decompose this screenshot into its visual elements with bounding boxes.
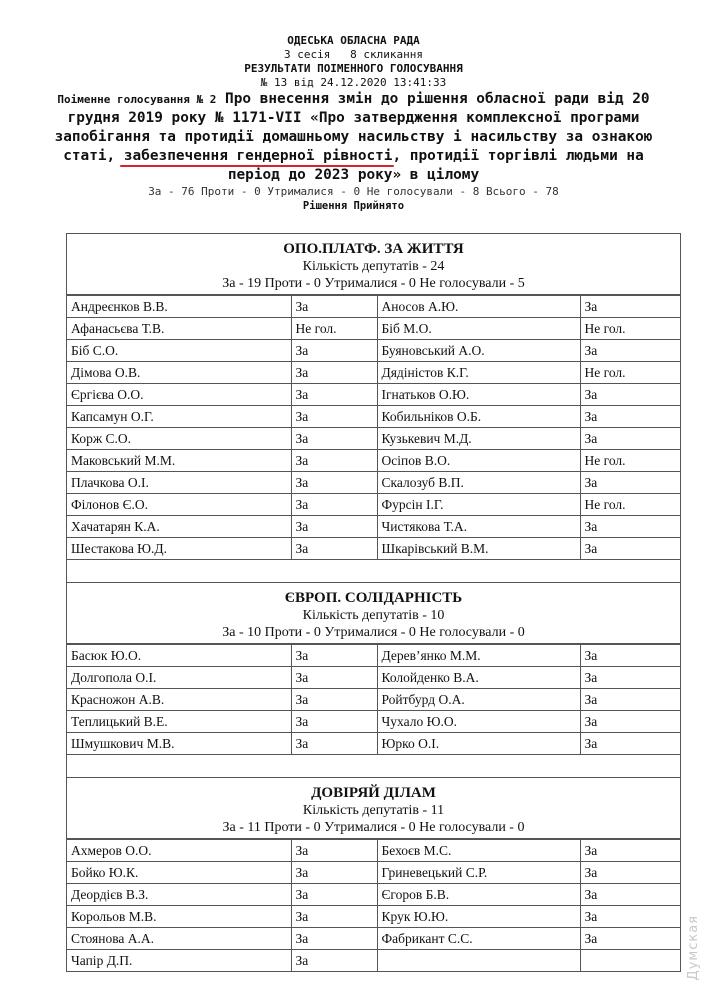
deputy-vote: Не гол. xyxy=(291,318,377,340)
deputy-vote: За xyxy=(291,667,377,689)
deputy-name: Юрко О.І. xyxy=(377,733,580,755)
deputy-vote: За xyxy=(291,362,377,384)
deputy-vote: За xyxy=(580,689,680,711)
deputy-name: Біб М.О. xyxy=(377,318,580,340)
deputy-vote: За xyxy=(291,950,377,972)
deputy-vote: За xyxy=(291,862,377,884)
deputy-name: Ігнатьков О.Ю. xyxy=(377,384,580,406)
deputy-name: Дімова О.В. xyxy=(67,362,291,384)
deputy-vote: За xyxy=(291,516,377,538)
faction-header xyxy=(67,583,680,644)
faction-vote-table xyxy=(67,644,680,755)
deputy-name: Стоянова А.А. xyxy=(67,928,291,950)
deputy-vote: За xyxy=(580,645,680,667)
vote-label: Поіменне голосування № 2 xyxy=(57,93,217,106)
table-row xyxy=(67,862,680,884)
table-row xyxy=(67,494,680,516)
table-row xyxy=(67,711,680,733)
vote-totals: За - 76 Проти - 0 Утрималися - 0 Не голосували - 8 Всього - 78 xyxy=(148,185,559,198)
deputy-vote: За xyxy=(580,472,680,494)
faction-section xyxy=(67,234,680,583)
deputy-name: Кузькевич М.Д. xyxy=(377,428,580,450)
watermark: Думская xyxy=(686,915,701,981)
deputy-name: Капсамун О.Г. xyxy=(67,406,291,428)
faction-name: ОПО.ПЛАТФ. ЗА ЖИТТЯ xyxy=(283,241,464,257)
deputy-name: Гриневецький С.Р. xyxy=(377,862,580,884)
table-row xyxy=(67,840,680,862)
deputy-name: Дядіністов К.Г. xyxy=(377,362,580,384)
deputy-name: Філонов Є.О. xyxy=(67,494,291,516)
faction-results: За - 11 Проти - 0 Утрималися - 0 Не голосували - 0 xyxy=(222,820,525,835)
deputy-vote: Не гол. xyxy=(580,362,680,384)
faction-member-count: Кількість депутатів - 10 xyxy=(302,608,445,623)
deputy-name: Фабрикант С.С. xyxy=(377,928,580,950)
deputy-vote: За xyxy=(291,406,377,428)
deputy-name: Біб С.О. xyxy=(67,340,291,362)
deputy-name: Єргієва О.О. xyxy=(67,384,291,406)
deputy-vote: За xyxy=(291,928,377,950)
deputy-vote xyxy=(580,950,680,972)
deputy-vote: За xyxy=(291,340,377,362)
deputy-name xyxy=(377,950,580,972)
deputy-name: Плачкова О.І. xyxy=(67,472,291,494)
document-header xyxy=(0,34,707,213)
session-info: 3 сесія 8 скликання xyxy=(283,48,424,61)
table-row xyxy=(67,733,680,755)
title-part-1: Про внесення змін до рішення обласної ради від 20 грудня 2019 року № 1171-VII «Про затвердження комплексної програми запобігання та протидії домашньому насильству і насильству за ознакою статі, xyxy=(54,91,653,164)
deputy-vote: За xyxy=(291,384,377,406)
deputy-name: Крук Ю.Ю. xyxy=(377,906,580,928)
deputy-vote: За xyxy=(291,472,377,494)
deputy-name: Корж С.О. xyxy=(67,428,291,450)
section-spacer xyxy=(67,560,680,583)
deputy-name: Скалозуб В.П. xyxy=(377,472,580,494)
deputy-vote: За xyxy=(291,538,377,560)
deputy-vote: За xyxy=(291,733,377,755)
deputy-name: Колойденко В.А. xyxy=(377,667,580,689)
table-row xyxy=(67,406,680,428)
deputy-name: Фурсін І.Г. xyxy=(377,494,580,516)
table-row xyxy=(67,362,680,384)
deputy-vote: Не гол. xyxy=(580,494,680,516)
deputy-vote: За xyxy=(580,667,680,689)
deputy-vote: За xyxy=(580,711,680,733)
deputy-vote: За xyxy=(580,733,680,755)
deputy-vote: За xyxy=(580,538,680,560)
table-row xyxy=(67,538,680,560)
faction-section xyxy=(67,778,680,972)
deputy-name: Буяновський А.О. xyxy=(377,340,580,362)
deputy-vote: За xyxy=(291,428,377,450)
deputy-name: Шмушкович М.В. xyxy=(67,733,291,755)
table-row xyxy=(67,384,680,406)
deputy-vote: Не гол. xyxy=(580,318,680,340)
deputy-vote: За xyxy=(291,906,377,928)
deputy-name: Андреєнков В.В. xyxy=(67,296,291,318)
faction-header xyxy=(67,778,680,839)
faction-vote-table xyxy=(67,295,680,560)
deputy-name: Чухало Ю.О. xyxy=(377,711,580,733)
table-row xyxy=(67,906,680,928)
deputy-name: Маковський М.М. xyxy=(67,450,291,472)
table-row xyxy=(67,318,680,340)
faction-header xyxy=(67,234,680,295)
vote-number-date: № 13 від 24.12.2020 13:41:33 xyxy=(260,76,447,89)
faction-name: ЄВРОП. СОЛІДАРНІСТЬ xyxy=(284,590,463,606)
table-row xyxy=(67,340,680,362)
faction-name: ДОВІРЯЙ ДІЛАМ xyxy=(311,785,436,801)
deputy-name: Теплицький В.Е. xyxy=(67,711,291,733)
deputy-name: Хачатарян К.А. xyxy=(67,516,291,538)
deputy-vote: За xyxy=(580,516,680,538)
deputy-name: Деордієв В.З. xyxy=(67,884,291,906)
faction-member-count: Кількість депутатів - 24 xyxy=(302,259,445,274)
deputy-name: Басюк Ю.О. xyxy=(67,645,291,667)
deputy-name: Дерев’янко М.М. xyxy=(377,645,580,667)
deputy-vote: За xyxy=(580,906,680,928)
deputy-name: Шкарівський В.М. xyxy=(377,538,580,560)
deputy-name: Чистякова Т.А. xyxy=(377,516,580,538)
deputy-name: Красножон А.В. xyxy=(67,689,291,711)
faction-section xyxy=(67,583,680,778)
deputy-vote: За xyxy=(580,406,680,428)
faction-results: За - 10 Проти - 0 Утрималися - 0 Не голосували - 0 xyxy=(222,625,525,640)
deputy-vote: За xyxy=(580,296,680,318)
factions-table xyxy=(66,233,681,972)
section-spacer xyxy=(67,755,680,778)
table-row xyxy=(67,472,680,494)
deputy-vote: За xyxy=(291,689,377,711)
deputy-vote: За xyxy=(291,840,377,862)
table-row xyxy=(67,689,680,711)
faction-member-count: Кількість депутатів - 11 xyxy=(302,803,445,818)
deputy-vote: За xyxy=(291,494,377,516)
deputy-name: Кобильніков О.Б. xyxy=(377,406,580,428)
table-row xyxy=(67,645,680,667)
deputy-name: Ройтбурд О.А. xyxy=(377,689,580,711)
table-row xyxy=(67,884,680,906)
council-name: ОДЕСЬКА ОБЛАСНА РАДА xyxy=(287,34,420,47)
deputy-name: Долгопола О.І. xyxy=(67,667,291,689)
resolution-title xyxy=(54,90,654,185)
deputy-name: Ахмеров О.О. xyxy=(67,840,291,862)
deputy-name: Бойко Ю.К. xyxy=(67,862,291,884)
deputy-name: Бехоєв М.С. xyxy=(377,840,580,862)
deputy-vote: За xyxy=(291,884,377,906)
deputy-vote: За xyxy=(291,711,377,733)
results-title: РЕЗУЛЬТАТИ ПОІМЕННОГО ГОЛОСУВАННЯ xyxy=(244,62,463,75)
table-row xyxy=(67,516,680,538)
faction-vote-table xyxy=(67,839,680,972)
deputy-name: Осіпов В.О. xyxy=(377,450,580,472)
deputy-name: Шестакова Ю.Д. xyxy=(67,538,291,560)
table-row xyxy=(67,296,680,318)
deputy-vote: За xyxy=(580,428,680,450)
deputy-name: Аносов А.Ю. xyxy=(377,296,580,318)
title-part-2: , протидії торгівлі людьми на період до 2023 року» в цілому xyxy=(227,148,644,183)
faction-results: За - 19 Проти - 0 Утрималися - 0 Не голосували - 5 xyxy=(222,276,525,291)
deputy-vote: За xyxy=(580,840,680,862)
deputy-vote: За xyxy=(580,340,680,362)
deputy-vote: За xyxy=(580,862,680,884)
deputy-vote: За xyxy=(291,450,377,472)
deputy-name: Афанасьєва Т.В. xyxy=(67,318,291,340)
table-row xyxy=(67,667,680,689)
deputy-name: Корольов М.В. xyxy=(67,906,291,928)
deputy-vote: За xyxy=(291,296,377,318)
deputy-vote: За xyxy=(580,928,680,950)
deputy-name: Єгоров Б.В. xyxy=(377,884,580,906)
deputy-vote: Не гол. xyxy=(580,450,680,472)
deputy-vote: За xyxy=(580,384,680,406)
table-row xyxy=(67,950,680,972)
table-row xyxy=(67,928,680,950)
deputy-name: Чапір Д.П. xyxy=(67,950,291,972)
table-row xyxy=(67,428,680,450)
title-underlined: забезпечення гендерної рівності xyxy=(123,148,393,164)
deputy-vote: За xyxy=(580,884,680,906)
table-row xyxy=(67,450,680,472)
decision: Рішення Прийнято xyxy=(302,200,405,212)
deputy-vote: За xyxy=(291,645,377,667)
